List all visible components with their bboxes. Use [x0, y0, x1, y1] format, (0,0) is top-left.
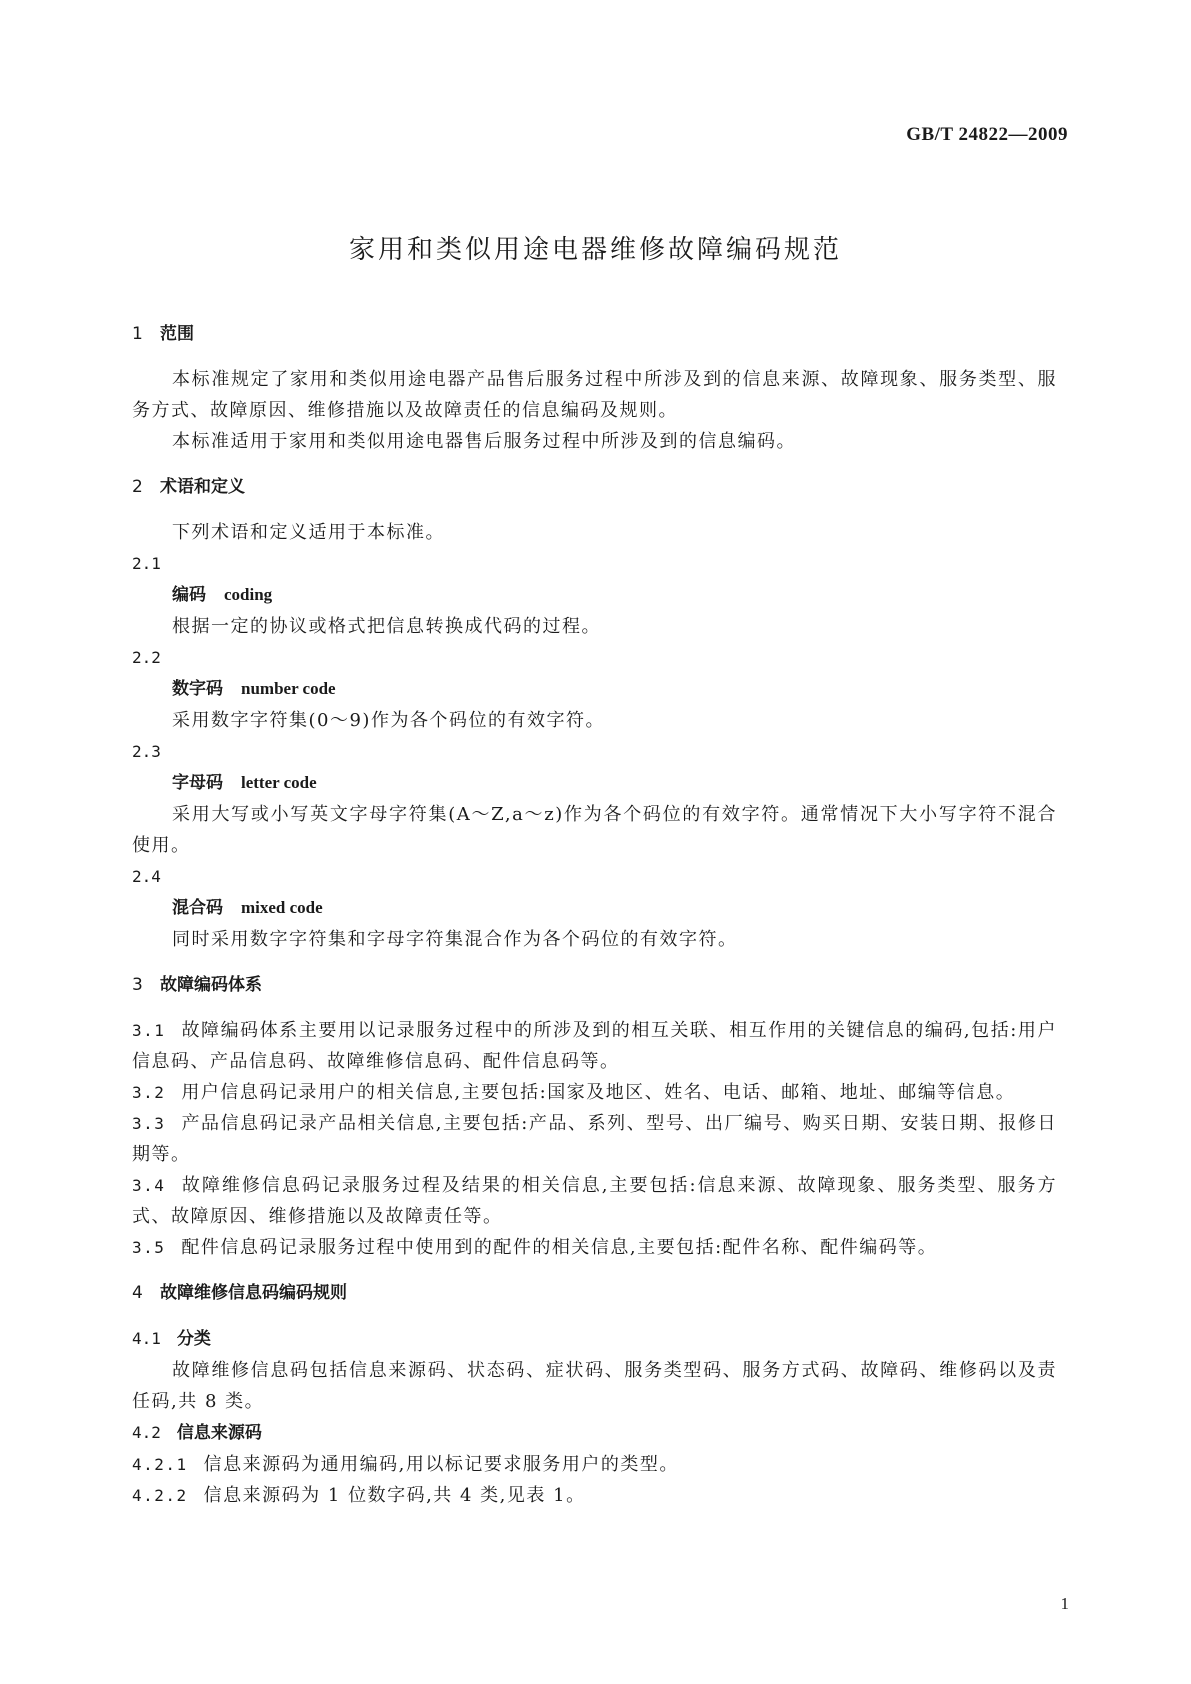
section-title: 术语和定义	[160, 477, 245, 497]
clause-text: 用户信息码记录用户的相关信息,主要包括:国家及地区、姓名、电话、邮箱、地址、邮编等信息。	[181, 1082, 1016, 1103]
clause-text: 产品信息码记录产品相关信息,主要包括:产品、系列、型号、出厂编号、购买日期、安装日期、报修日期等。	[132, 1113, 1057, 1165]
term-en: mixed code	[241, 898, 323, 917]
term-en: number code	[241, 679, 336, 698]
term-number: 2.4	[132, 867, 161, 886]
clause-4-2-1	[132, 1449, 1057, 1480]
section-3-heading	[132, 973, 1057, 997]
clause-title: 分类	[176, 1329, 211, 1349]
clause-4-1-heading	[132, 1323, 1057, 1355]
document-body	[132, 322, 1057, 1511]
clause-number: 3.1	[132, 1021, 166, 1040]
section-2-heading	[132, 475, 1057, 499]
scope-paragraph-1: 本标准规定了家用和类似用途电器产品售后服务过程中所涉及到的信息来源、故障现象、服务类型、服务方式、故障原因、维修措施以及故障责任的信息编码及规则。	[132, 369, 1057, 421]
clause-number: 3.2	[132, 1083, 166, 1102]
standard-code: GB/T 24822—2009	[906, 124, 1068, 145]
section-number: 1	[132, 324, 143, 344]
clause-3-2	[132, 1077, 1057, 1108]
term-heading	[132, 892, 1057, 924]
term-en: coding	[224, 585, 273, 604]
clause-4-2-heading	[132, 1417, 1057, 1449]
term-number: 2.2	[132, 648, 161, 667]
page-number: 1	[1060, 1594, 1069, 1613]
clause-text: 故障编码体系主要用以记录服务过程中的所涉及到的相互关联、相互作用的关键信息的编码,包括:用户信息码、产品信息码、故障维修信息码、配件信息码等。	[132, 1020, 1057, 1072]
clause-3-4	[132, 1170, 1057, 1232]
term-heading	[132, 673, 1057, 705]
clause-text: 信息来源码为通用编码,用以标记要求服务用户的类型。	[203, 1454, 679, 1475]
clause-title: 信息来源码	[176, 1423, 262, 1443]
document-title: 家用和类似用途电器维修故障编码规范	[348, 235, 842, 265]
section-number: 2	[132, 477, 143, 497]
term-definition: 同时采用数字字符集和字母字符集混合作为各个码位的有效字符。	[172, 929, 738, 950]
term-zh: 编码	[172, 585, 206, 605]
clause-number: 4.2.2	[132, 1486, 188, 1505]
clause-number: 3.4	[132, 1176, 166, 1195]
section-number: 4	[132, 1283, 143, 1303]
clause-text: 信息来源码为 1 位数字码,共 4 类,见表 1。	[203, 1485, 586, 1506]
section-title: 故障编码体系	[160, 975, 262, 995]
term-definition: 采用数字字符集(0～9)作为各个码位的有效字符。	[172, 710, 605, 731]
clause-4-2-2	[132, 1480, 1057, 1511]
clause-text: 故障维修信息码记录服务过程及结果的相关信息,主要包括:信息来源、故障现象、服务类型、服务方式、故障原因、维修措施以及故障责任等。	[132, 1175, 1057, 1227]
term-number: 2.3	[132, 742, 161, 761]
section-title: 故障维修信息码编码规则	[160, 1283, 347, 1303]
term-en: letter code	[241, 773, 317, 792]
section-4-heading	[132, 1281, 1057, 1305]
clause-number: 3.3	[132, 1114, 166, 1133]
term-zh: 数字码	[172, 679, 223, 699]
term-number: 2.1	[132, 554, 161, 573]
clause-3-5	[132, 1232, 1057, 1263]
clause-3-3	[132, 1108, 1057, 1170]
clause-text: 配件信息码记录服务过程中使用到的配件的相关信息,主要包括:配件名称、配件编码等。	[181, 1237, 938, 1258]
term-heading	[132, 579, 1057, 611]
term-heading	[132, 767, 1057, 799]
clause-number: 4.1	[132, 1329, 161, 1348]
scope-paragraph-2: 本标准适用于家用和类似用途电器售后服务过程中所涉及到的信息编码。	[172, 431, 796, 452]
term-zh: 字母码	[172, 773, 223, 793]
clause-3-1	[132, 1015, 1057, 1077]
section-number: 3	[132, 975, 143, 995]
clause-number: 4.2	[132, 1423, 161, 1442]
section-title: 范围	[160, 324, 194, 344]
clause-number: 4.2.1	[132, 1455, 188, 1474]
section-1-heading	[132, 322, 1057, 346]
clause-4-1-text: 故障维修信息码包括信息来源码、状态码、症状码、服务类型码、服务方式码、故障码、维修码以及责任码,共 8 类。	[132, 1360, 1057, 1412]
terms-intro: 下列术语和定义适用于本标准。	[172, 522, 445, 543]
clause-number: 3.5	[132, 1238, 166, 1257]
term-definition: 采用大写或小写英文字母字符集(A～Z,a～z)作为各个码位的有效字符。通常情况下大小写字符不混合使用。	[132, 804, 1057, 856]
term-definition: 根据一定的协议或格式把信息转换成代码的过程。	[172, 616, 601, 637]
term-zh: 混合码	[172, 898, 223, 918]
